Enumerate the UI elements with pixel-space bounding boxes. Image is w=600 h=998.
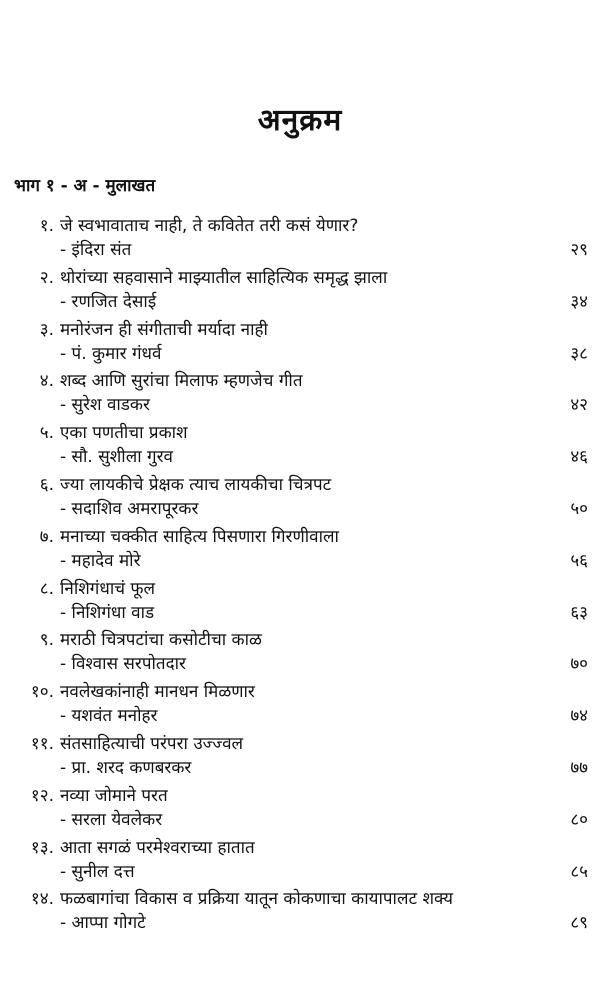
entry-title: फळबागांचा विकास व प्रक्रिया यातून कोकणाचा कायापालट शक्य [60, 889, 453, 910]
entry-page-number: ५६ [570, 550, 588, 571]
entry-title-line [14, 368, 303, 391]
entry-page-number: ६३ [570, 602, 588, 623]
entry-title-line [14, 627, 262, 650]
entry-number: १४. [30, 889, 54, 910]
entry-title-line [14, 317, 268, 340]
entry-number: १२. [30, 785, 54, 806]
entry-title: मराठी चित्रपटांचा कसोटीचा काळ [60, 630, 262, 651]
entry-title-line [14, 420, 188, 443]
entry-title: मनाच्या चक्कीत साहित्य पिसणारा गिरणीवाला [60, 526, 339, 547]
entry-title-line [14, 472, 331, 495]
toc-entry [0, 731, 600, 783]
entry-page-number: ७७ [570, 757, 588, 778]
entry-title: एका पणतीचा प्रकाश [60, 423, 188, 444]
entry-title: संतसाहित्याची परंपरा उज्ज्वल [60, 733, 244, 754]
entry-title: शब्द आणि सुरांचा मिलाफ म्हणजेच गीत [60, 371, 303, 392]
entry-title: थोरांच्या सहवासाने माझ्यातील साहित्यिक समृद्ध झाला [60, 267, 388, 288]
entry-author: - आप्पा गोगटे [60, 913, 146, 934]
entry-title-line [14, 783, 168, 806]
entry-page-number: ३८ [570, 343, 588, 364]
entry-title-line [14, 731, 243, 754]
toc-entry [0, 627, 600, 679]
entry-number: १३. [30, 837, 54, 858]
entry-number: ६. [39, 474, 54, 495]
entry-author: - सुनील दत्त [60, 861, 135, 882]
entry-title: निशिगंधाचं फूल [60, 578, 156, 599]
toc-entry [0, 886, 600, 938]
entry-page-number: ८५ [570, 861, 588, 882]
entry-page-number: ४६ [570, 447, 588, 468]
entry-title: नवलेखकांनाही मानधन मिळणार [60, 682, 255, 703]
entry-author: - प्रा. शरद कणबरकर [60, 757, 192, 778]
entry-page-number: ८९ [570, 913, 588, 934]
entry-title: आता सगळं परमेश्वराच्या हातात [60, 837, 255, 858]
entry-title: जे स्वभावाताच नाही, ते कवितेत तरी कसं येणार? [60, 216, 359, 236]
toc-entry [0, 835, 600, 887]
toc-entry [0, 213, 600, 265]
page-title: अनुक्रम [257, 103, 343, 138]
toc-entry [0, 368, 600, 420]
toc-list [0, 213, 600, 938]
entry-author: - निशिगंधा वाड [60, 602, 155, 623]
toc-entry [0, 783, 600, 835]
entry-title: नव्या जोमाने परत [60, 785, 168, 806]
entry-number: १०. [30, 682, 54, 703]
toc-entry [0, 472, 600, 524]
entry-number: ४. [39, 371, 54, 392]
entry-page-number: ७० [570, 654, 588, 675]
entry-page-number: ५० [570, 498, 588, 519]
entry-author: - महादेव मोरे [60, 550, 141, 571]
entry-author: - इंदिरा संत [60, 240, 132, 260]
entry-title: मनोरंजन ही संगीताची मर्यादा नाही [60, 319, 268, 340]
entry-number: ७. [39, 526, 54, 547]
entry-number: ३. [39, 319, 54, 340]
toc-entry [0, 576, 600, 628]
section-heading: भाग १ - अ - मुलाखत [14, 176, 156, 196]
entry-author: - सरला येवलेकर [60, 809, 163, 830]
entry-author: - विश्वास सरपोतदार [60, 654, 186, 675]
toc-entry [0, 420, 600, 472]
entry-author: - सुरेश वाडकर [60, 395, 150, 416]
entry-title-line [14, 524, 339, 547]
entry-page-number: ३४ [570, 291, 588, 312]
entry-title-line [14, 265, 387, 288]
entry-number: ५. [39, 423, 54, 444]
toc-entry [0, 317, 600, 369]
toc-entry [0, 524, 600, 576]
entry-author: - सौ. सुशीला गुरव [60, 447, 174, 468]
entry-author: - पं. कुमार गंधर्व [60, 343, 162, 364]
entry-number: २. [39, 267, 54, 288]
toc-entry [0, 265, 600, 317]
entry-title-line [14, 679, 255, 702]
entry-number: ११. [30, 733, 54, 754]
entry-page-number: २९ [570, 240, 588, 260]
entry-author: - रणजित देसाई [60, 291, 157, 312]
entry-title-line [14, 835, 255, 858]
entry-page-number: ४२ [570, 395, 588, 416]
entry-page-number: ८० [570, 809, 588, 830]
entry-number: ८. [39, 578, 54, 599]
entry-page-number: ७४ [570, 706, 588, 727]
toc-entry [0, 679, 600, 731]
entry-number: ९. [39, 630, 54, 651]
entry-number: १. [39, 216, 54, 236]
entry-author: - सदाशिव अमरापूरकर [60, 498, 199, 519]
entry-title-line [14, 576, 155, 599]
entry-author: - यशवंत मनोहर [60, 706, 158, 727]
entry-title: ज्या लायकीचे प्रेक्षक त्याच लायकीचा चित्रपट [60, 474, 332, 495]
entry-title-line [14, 886, 453, 909]
entry-title-line [14, 213, 358, 236]
